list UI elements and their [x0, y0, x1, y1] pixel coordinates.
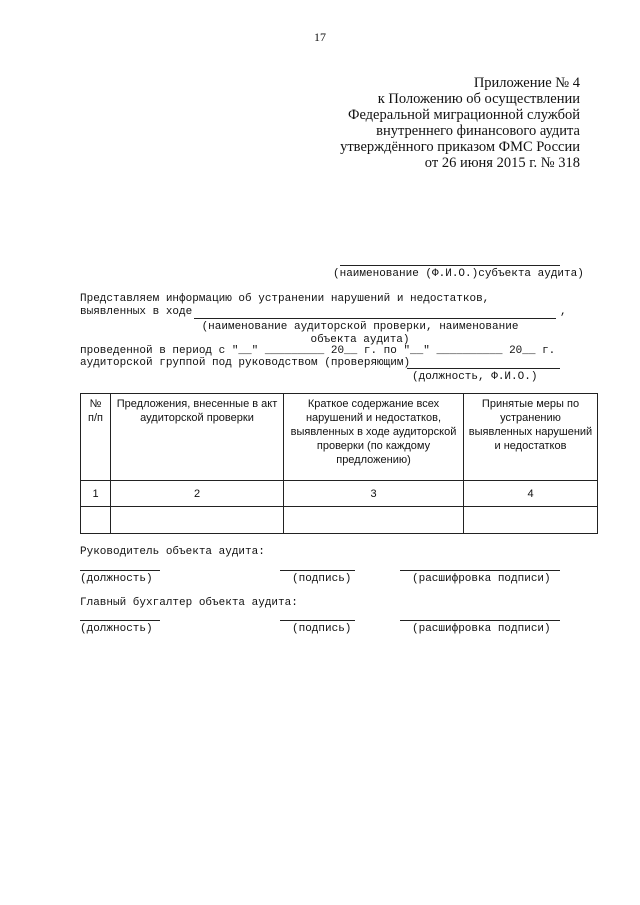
col-header-violations: Краткое содержание всех нарушений и недостатков, выявленных в ходе аудиторской проверки (по каждому предложению): [284, 394, 464, 481]
accountant-decoding-caption: (расшифровка подписи): [412, 623, 551, 635]
accountant-signature-caption: (подпись): [292, 623, 352, 635]
period-line: проведенной в период с "__" _________ 20__ г. по "__" __________ 20__ г.: [80, 345, 556, 357]
table-numbering-row: [81, 481, 598, 507]
head-signature-caption: (подпись): [292, 573, 352, 585]
appendix-line: Приложение № 4: [473, 75, 580, 91]
appendix-line: к Положению об осуществлении: [377, 91, 580, 107]
table-row: [81, 507, 598, 534]
group-lead-line[interactable]: [407, 368, 560, 369]
measures-table: [80, 393, 598, 534]
head-decoding-caption: (расшифровка подписи): [412, 573, 551, 585]
accountant-decoding-line[interactable]: [400, 620, 560, 621]
col-header-measures: Принятые меры по устранению выявленных нарушений и недостатков: [464, 394, 598, 481]
col-header-proposals: Предложения, внесенные в акт аудиторской проверки: [111, 394, 284, 481]
intro-line-2-suffix: ,: [560, 306, 567, 318]
accountant-position-line[interactable]: [80, 620, 160, 621]
subject-name-caption: (наименование (Ф.И.О.)субъекта аудита): [333, 268, 584, 280]
intro-line-2-prefix: выявленных в ходе: [80, 306, 193, 318]
group-lead-caption: (должность, Ф.И.О.): [412, 371, 538, 383]
head-decoding-line[interactable]: [400, 570, 560, 571]
audit-name-line[interactable]: [194, 318, 556, 319]
head-position-caption: (должность): [80, 573, 153, 585]
head-position-line[interactable]: [80, 570, 160, 571]
audit-name-caption-2: объекта аудита): [310, 334, 410, 346]
table-cell[interactable]: [111, 507, 284, 534]
group-line: аудиторской группой под руководством (проверяющим): [80, 357, 411, 369]
appendix-header: [340, 75, 580, 171]
col-number: 2: [111, 481, 284, 507]
col-number: 4: [464, 481, 598, 507]
col-header-number: № п/п: [81, 394, 111, 481]
table-cell[interactable]: [284, 507, 464, 534]
chief-accountant-title: Главный бухгалтер объекта аудита:: [80, 597, 298, 609]
accountant-position-caption: (должность): [80, 623, 153, 635]
table-header-row: [81, 394, 598, 481]
accountant-signature-line[interactable]: [280, 620, 355, 621]
page-number: 17: [314, 30, 326, 44]
appendix-line: внутреннего финансового аудита: [376, 123, 580, 139]
intro-line-1: Представляем информацию об устранении нарушений и недостатков,: [80, 293, 490, 305]
appendix-line: от 26 июня 2015 г. № 318: [424, 155, 580, 171]
subject-name-line[interactable]: [340, 265, 560, 266]
appendix-line: утверждённого приказом ФМС России: [340, 139, 580, 155]
audit-name-caption-1: (наименование аудиторской проверки, наименование: [201, 321, 519, 333]
table-cell[interactable]: [81, 507, 111, 534]
appendix-line: Федеральной миграционной службой: [347, 107, 580, 123]
table-cell[interactable]: [464, 507, 598, 534]
head-signature-line[interactable]: [280, 570, 355, 571]
head-title: Руководитель объекта аудита:: [80, 546, 265, 558]
col-number: 1: [81, 481, 111, 507]
col-number: 3: [284, 481, 464, 507]
